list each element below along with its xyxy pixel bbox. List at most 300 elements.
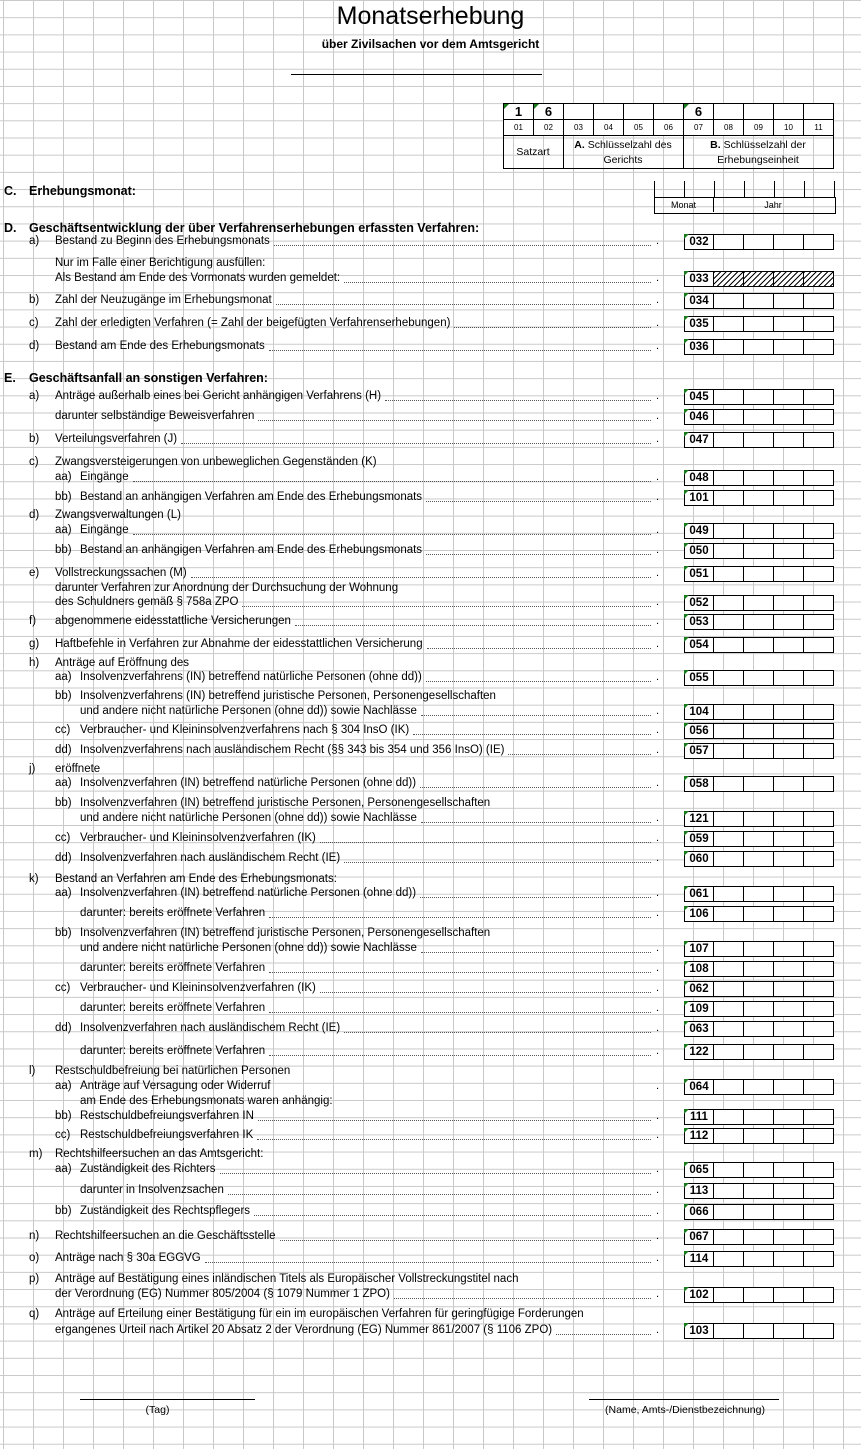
subitem-marker: cc): [55, 832, 71, 844]
value-digit-cell[interactable]: [714, 409, 744, 425]
item-marker: j): [29, 763, 36, 775]
value-input-cells[interactable]: [714, 523, 834, 539]
value-input-cells[interactable]: [714, 1287, 834, 1303]
dot-leader: [454, 327, 651, 328]
value-digit-cell[interactable]: [744, 1021, 774, 1037]
value-digit-cell[interactable]: [714, 851, 744, 867]
value-digit-cell[interactable]: [714, 941, 744, 957]
dot-separator: .: [656, 1324, 660, 1336]
dot-separator: .: [656, 524, 660, 536]
value-digit-cell[interactable]: [774, 906, 804, 922]
value-digit-cell[interactable]: [744, 941, 774, 957]
value-digit-cell[interactable]: [714, 670, 744, 686]
value-digit-cell[interactable]: [744, 1162, 774, 1178]
value-digit-cell[interactable]: [774, 339, 804, 355]
field-code: 113: [684, 1183, 714, 1199]
value-input-cells[interactable]: [714, 670, 834, 686]
value-digit-cell[interactable]: [774, 293, 804, 309]
value-digit-cell[interactable]: [744, 1204, 774, 1220]
value-digit-cell[interactable]: [714, 704, 744, 720]
value-input-cells[interactable]: [714, 566, 834, 582]
item-label: und andere nicht natürliche Personen (ohne dd)) sowie Nachlässe: [80, 812, 417, 824]
item-label: darunter Verfahren zur Anordnung der Durchsuchung der Wohnung: [55, 582, 399, 594]
field-code: 109: [684, 1001, 714, 1017]
key-number-label: 09: [743, 119, 774, 136]
field-code: 055: [684, 670, 714, 686]
value-digit-cell[interactable]: [774, 1044, 804, 1060]
value-digit-cell[interactable]: [714, 1251, 744, 1267]
value-input-cells[interactable]: [714, 704, 834, 720]
value-input-cells[interactable]: [714, 1251, 834, 1267]
value-digit-cell[interactable]: [804, 614, 834, 630]
item-label: Haftbefehle in Verfahren zur Abnahme der eidesstattlichen Versicherung: [55, 638, 423, 650]
value-digit-cell[interactable]: [714, 886, 744, 902]
key-digit-cell[interactable]: [563, 103, 594, 120]
value-digit-cell[interactable]: [744, 1287, 774, 1303]
value-digit-cell[interactable]: [804, 1079, 834, 1095]
value-digit-cell[interactable]: [804, 906, 834, 922]
value-digit-cell[interactable]: [744, 704, 774, 720]
value-digit-cell[interactable]: [774, 234, 804, 250]
value-digit-cell[interactable]: [774, 981, 804, 997]
value-digit-cell[interactable]: [744, 614, 774, 630]
value-digit-cell[interactable]: [774, 1109, 804, 1125]
dot-leader: [258, 1120, 651, 1121]
key-a-bold: A.: [574, 139, 585, 151]
value-digit-cell[interactable]: [744, 723, 774, 739]
year-digit-cell[interactable]: [714, 181, 744, 197]
value-digit-cell[interactable]: [714, 614, 744, 630]
value-digit-cell[interactable]: [744, 566, 774, 582]
value-input-cells[interactable]: [714, 961, 834, 977]
value-digit-cell[interactable]: [804, 1287, 834, 1303]
item-marker: d): [29, 509, 40, 521]
value-digit-cell[interactable]: [714, 389, 744, 405]
value-input-cells[interactable]: [714, 234, 834, 250]
value-digit-cell[interactable]: [804, 339, 834, 355]
item-label: Vollstreckungssachen (M): [55, 567, 187, 579]
item-marker: f): [29, 615, 37, 627]
value-digit-cell[interactable]: [744, 595, 774, 611]
value-digit-cell[interactable]: [804, 523, 834, 539]
value-digit-cell[interactable]: [714, 1001, 744, 1017]
value-input-cells[interactable]: [714, 941, 834, 957]
value-digit-cell[interactable]: [774, 470, 804, 486]
value-input-cells[interactable]: [714, 743, 834, 759]
value-digit-cell[interactable]: [714, 906, 744, 922]
item-label: Insolvenzverfahrens (IN) betreffend natürliche Personen (ohne dd)): [80, 671, 422, 683]
value-digit-cell[interactable]: [804, 389, 834, 405]
value-digit-cell[interactable]: [744, 743, 774, 759]
value-input-cells[interactable]: [714, 1128, 834, 1144]
value-digit-cell[interactable]: [714, 1162, 744, 1178]
value-digit-cell[interactable]: [744, 1001, 774, 1017]
key-digit-cell[interactable]: [713, 103, 744, 120]
value-digit-cell[interactable]: [714, 776, 744, 792]
value-input-cells[interactable]: [714, 1323, 834, 1339]
item-label: darunter in Insolvenzsachen: [80, 1184, 224, 1196]
key-digit-cell[interactable]: [653, 103, 684, 120]
value-digit-cell[interactable]: [804, 941, 834, 957]
value-digit-cell[interactable]: [774, 523, 804, 539]
value-digit-cell[interactable]: [714, 490, 744, 506]
value-input-cells[interactable]: [714, 339, 834, 355]
value-digit-cell[interactable]: [774, 637, 804, 653]
value-digit-cell[interactable]: [804, 831, 834, 847]
item-label: Bestand am Ende des Erhebungsmonats: [55, 340, 265, 352]
value-input-cells[interactable]: [714, 1229, 834, 1245]
value-digit-cell[interactable]: [774, 1128, 804, 1144]
value-digit-cell[interactable]: [804, 595, 834, 611]
value-digit-cell[interactable]: [744, 1323, 774, 1339]
value-digit-cell[interactable]: [714, 595, 744, 611]
value-digit-cell[interactable]: [714, 1109, 744, 1125]
value-digit-cell[interactable]: [714, 1204, 744, 1220]
value-input-cells[interactable]: [714, 723, 834, 739]
dot-separator: .: [656, 410, 660, 422]
value-digit-cell[interactable]: [804, 704, 834, 720]
value-input-cells[interactable]: [714, 776, 834, 792]
value-digit-cell[interactable]: [744, 776, 774, 792]
value-digit-cell[interactable]: [804, 961, 834, 977]
value-digit-cell[interactable]: [774, 1287, 804, 1303]
value-digit-cell[interactable]: [714, 743, 744, 759]
item-marker: l): [29, 1065, 36, 1077]
value-input-cells[interactable]: [714, 316, 834, 332]
value-digit-cell[interactable]: [744, 271, 774, 287]
value-digit-cell[interactable]: [804, 409, 834, 425]
value-digit-cell[interactable]: [774, 776, 804, 792]
dot-leader: [344, 862, 651, 863]
key-digit-cell[interactable]: 1: [503, 103, 534, 120]
value-digit-cell[interactable]: [714, 470, 744, 486]
value-input-cells[interactable]: [714, 851, 834, 867]
key-digit-cell[interactable]: [803, 103, 834, 120]
value-digit-cell[interactable]: [744, 316, 774, 332]
value-digit-cell[interactable]: [804, 1001, 834, 1017]
value-digit-cell[interactable]: [714, 1183, 744, 1199]
value-digit-cell[interactable]: [774, 595, 804, 611]
court-line: [291, 74, 542, 75]
value-digit-cell[interactable]: [714, 811, 744, 827]
value-digit-cell[interactable]: [804, 470, 834, 486]
item-label: darunter: bereits eröffnete Verfahren: [80, 1045, 266, 1057]
dot-leader: [280, 1240, 651, 1241]
value-digit-cell[interactable]: [774, 490, 804, 506]
key-digit-cell[interactable]: [773, 103, 804, 120]
value-digit-cell[interactable]: [714, 432, 744, 448]
value-digit-cell[interactable]: [804, 1162, 834, 1178]
value-digit-cell[interactable]: [804, 1183, 834, 1199]
value-input-cells[interactable]: [714, 490, 834, 506]
field-code: 108: [684, 961, 714, 977]
value-digit-cell[interactable]: [774, 1079, 804, 1095]
value-digit-cell[interactable]: [744, 851, 774, 867]
value-digit-cell[interactable]: [774, 271, 804, 287]
subitem-marker: aa): [55, 671, 72, 683]
value-digit-cell[interactable]: [714, 316, 744, 332]
value-digit-cell[interactable]: [744, 670, 774, 686]
value-input-cells[interactable]: [714, 1044, 834, 1060]
value-digit-cell[interactable]: [774, 886, 804, 902]
value-digit-cell[interactable]: [714, 1323, 744, 1339]
value-digit-cell[interactable]: [804, 811, 834, 827]
monat-label: Monat: [670, 200, 696, 210]
key-number-label: 01: [503, 119, 534, 136]
dot-separator: .: [656, 852, 660, 864]
key-number-label: 10: [773, 119, 804, 136]
value-digit-cell[interactable]: [744, 1251, 774, 1267]
value-digit-cell[interactable]: [744, 906, 774, 922]
item-marker: n): [29, 1230, 40, 1242]
subitem-marker: dd): [55, 744, 72, 756]
value-digit-cell[interactable]: [744, 1183, 774, 1199]
value-digit-cell[interactable]: [714, 1044, 744, 1060]
key-a-text: Schlüsselzahl des: [587, 139, 672, 151]
value-digit-cell[interactable]: [774, 1162, 804, 1178]
value-input-cells[interactable]: [714, 1079, 834, 1095]
jahr-label: Jahr: [764, 200, 782, 210]
dot-separator: .: [656, 1252, 660, 1264]
value-digit-cell[interactable]: [774, 432, 804, 448]
value-digit-cell[interactable]: [774, 1001, 804, 1017]
key-number-label: 06: [653, 119, 684, 136]
value-digit-cell[interactable]: [774, 941, 804, 957]
item-marker: k): [29, 873, 39, 885]
dot-leader: [269, 1055, 651, 1056]
value-digit-cell[interactable]: [774, 409, 804, 425]
value-digit-cell[interactable]: [714, 1079, 744, 1095]
value-digit-cell[interactable]: [714, 1229, 744, 1245]
dot-leader: [344, 1032, 651, 1033]
value-digit-cell[interactable]: [774, 831, 804, 847]
value-digit-cell[interactable]: [744, 1128, 774, 1144]
value-digit-cell[interactable]: [804, 234, 834, 250]
value-input-cells[interactable]: [714, 981, 834, 997]
dot-separator: .: [656, 596, 660, 608]
item-label: Bestand an anhängigen Verfahren am Ende des Erhebungsmonats: [80, 544, 423, 556]
value-digit-cell[interactable]: [804, 743, 834, 759]
item-label: Zahl der Neuzugänge im Erhebungsmonat: [55, 294, 272, 306]
year-digit-cell[interactable]: [774, 181, 804, 197]
value-input-cells[interactable]: [714, 271, 834, 287]
value-input-cells[interactable]: [714, 831, 834, 847]
value-digit-cell[interactable]: [774, 1323, 804, 1339]
value-digit-cell[interactable]: [774, 614, 804, 630]
value-digit-cell[interactable]: [744, 811, 774, 827]
value-digit-cell[interactable]: [714, 339, 744, 355]
key-digit-cell[interactable]: [623, 103, 654, 120]
field-code: 032: [684, 234, 714, 250]
value-digit-cell[interactable]: [774, 723, 804, 739]
item-label: Bestand an Verfahren am Ende des Erhebungsmonats:: [55, 873, 337, 885]
value-digit-cell[interactable]: [804, 886, 834, 902]
value-digit-cell[interactable]: [744, 981, 774, 997]
dot-separator: .: [656, 1110, 660, 1122]
key-digit-cell[interactable]: 6: [533, 103, 564, 120]
dot-leader: [426, 501, 651, 502]
value-digit-cell[interactable]: [714, 293, 744, 309]
value-input-cells[interactable]: [714, 1001, 834, 1017]
dot-separator: .: [656, 671, 660, 683]
value-digit-cell[interactable]: [744, 1079, 774, 1095]
value-digit-cell[interactable]: [714, 523, 744, 539]
value-digit-cell[interactable]: [714, 234, 744, 250]
key-digit-cell[interactable]: [593, 103, 624, 120]
dot-leader: [269, 917, 651, 918]
value-digit-cell[interactable]: [744, 490, 774, 506]
value-digit-cell[interactable]: [804, 1021, 834, 1037]
value-digit-cell[interactable]: [804, 723, 834, 739]
dot-leader: [205, 1262, 651, 1263]
value-digit-cell[interactable]: [804, 981, 834, 997]
value-digit-cell[interactable]: [774, 704, 804, 720]
value-input-cells[interactable]: [714, 637, 834, 653]
value-digit-cell[interactable]: [804, 1128, 834, 1144]
value-digit-cell[interactable]: [744, 470, 774, 486]
value-input-cells[interactable]: [714, 409, 834, 425]
year-digit-cell[interactable]: [804, 181, 835, 197]
value-digit-cell[interactable]: [804, 490, 834, 506]
value-digit-cell[interactable]: [714, 637, 744, 653]
value-digit-cell[interactable]: [744, 389, 774, 405]
item-label: Anträge nach § 30a EGGVG: [55, 1252, 201, 1264]
value-digit-cell[interactable]: [774, 743, 804, 759]
value-digit-cell[interactable]: [744, 339, 774, 355]
value-input-cells[interactable]: [714, 595, 834, 611]
value-input-cells[interactable]: [714, 614, 834, 630]
dot-leader: [420, 897, 651, 898]
value-digit-cell[interactable]: [774, 670, 804, 686]
value-digit-cell[interactable]: [774, 1204, 804, 1220]
field-code: 114: [684, 1251, 714, 1267]
dot-leader: [320, 992, 651, 993]
value-digit-cell[interactable]: [774, 811, 804, 827]
section-e-title: Geschäftsanfall an sonstigen Verfahren:: [29, 371, 268, 385]
value-digit-cell[interactable]: [714, 543, 744, 559]
value-digit-cell[interactable]: [774, 543, 804, 559]
dot-separator: .: [656, 907, 660, 919]
value-digit-cell[interactable]: [744, 293, 774, 309]
month-digit-cell[interactable]: [654, 181, 684, 197]
value-digit-cell[interactable]: [714, 1021, 744, 1037]
fill-marker-icon: [504, 104, 509, 109]
value-digit-cell[interactable]: [804, 1323, 834, 1339]
value-digit-cell[interactable]: [774, 961, 804, 977]
value-input-cells[interactable]: [714, 1183, 834, 1199]
value-digit-cell[interactable]: [744, 1229, 774, 1245]
value-digit-cell[interactable]: [774, 1183, 804, 1199]
value-input-cells[interactable]: [714, 470, 834, 486]
subitem-marker: bb): [55, 491, 72, 503]
value-digit-cell[interactable]: [804, 1229, 834, 1245]
item-label: Zahl der erledigten Verfahren (= Zahl der beigefügten Verfahrenserhebungen): [55, 317, 451, 329]
subitem-marker: cc): [55, 1129, 71, 1141]
value-digit-cell[interactable]: [804, 566, 834, 582]
value-digit-cell[interactable]: [744, 831, 774, 847]
value-digit-cell[interactable]: [774, 851, 804, 867]
value-digit-cell[interactable]: [714, 271, 744, 287]
value-digit-cell[interactable]: [744, 409, 774, 425]
dot-separator: .: [656, 390, 660, 402]
value-input-cells[interactable]: [714, 1162, 834, 1178]
value-digit-cell[interactable]: [804, 432, 834, 448]
value-input-cells[interactable]: [714, 1204, 834, 1220]
value-digit-cell[interactable]: [774, 566, 804, 582]
value-digit-cell[interactable]: [714, 831, 744, 847]
value-digit-cell[interactable]: [804, 1044, 834, 1060]
item-label: Restschuldbefreiung bei natürlichen Personen: [55, 1065, 291, 1077]
value-digit-cell[interactable]: [744, 234, 774, 250]
key-b-text: Schlüsselzahl der: [723, 139, 806, 151]
value-input-cells[interactable]: [714, 543, 834, 559]
value-digit-cell[interactable]: [774, 389, 804, 405]
value-input-cells[interactable]: [714, 389, 834, 405]
value-digit-cell[interactable]: [774, 1229, 804, 1245]
value-digit-cell[interactable]: [744, 1044, 774, 1060]
item-label: Zwangsversteigerungen von unbeweglichen Gegenständen (K): [55, 456, 377, 468]
value-digit-cell[interactable]: [744, 637, 774, 653]
value-digit-cell[interactable]: [804, 1109, 834, 1125]
value-digit-cell[interactable]: [804, 316, 834, 332]
month-digit-cell[interactable]: [684, 181, 714, 197]
value-input-cells[interactable]: [714, 886, 834, 902]
value-digit-cell[interactable]: [804, 851, 834, 867]
value-digit-cell[interactable]: [744, 432, 774, 448]
key-digit-cell[interactable]: [743, 103, 774, 120]
value-digit-cell[interactable]: [804, 776, 834, 792]
value-digit-cell[interactable]: [714, 961, 744, 977]
value-input-cells[interactable]: [714, 432, 834, 448]
item-label: Insolvenzverfahren nach ausländischem Recht (IE): [80, 852, 341, 864]
value-digit-cell[interactable]: [804, 1204, 834, 1220]
value-digit-cell[interactable]: [714, 1128, 744, 1144]
value-digit-cell[interactable]: [714, 723, 744, 739]
value-digit-cell[interactable]: [744, 886, 774, 902]
value-digit-cell[interactable]: [804, 543, 834, 559]
value-input-cells[interactable]: [714, 1109, 834, 1125]
value-digit-cell[interactable]: [804, 293, 834, 309]
value-digit-cell[interactable]: [744, 1109, 774, 1125]
field-code: 121: [684, 811, 714, 827]
value-digit-cell[interactable]: [774, 1251, 804, 1267]
value-input-cells[interactable]: [714, 293, 834, 309]
value-input-cells[interactable]: [714, 906, 834, 922]
value-digit-cell[interactable]: [804, 1251, 834, 1267]
value-digit-cell[interactable]: [714, 566, 744, 582]
value-digit-cell[interactable]: [744, 961, 774, 977]
field-code: 067: [684, 1229, 714, 1245]
dot-leader: [274, 245, 651, 246]
value-digit-cell[interactable]: [714, 1287, 744, 1303]
value-digit-cell[interactable]: [804, 670, 834, 686]
dot-leader: [421, 715, 651, 716]
item-label: Insolvenzverfahren (IN) betreffend juristische Personen, Personengesellschaften: [80, 797, 491, 809]
value-digit-cell[interactable]: [714, 981, 744, 997]
value-digit-cell[interactable]: [804, 637, 834, 653]
key-digit-cell[interactable]: 6: [683, 103, 714, 120]
dot-leader: [427, 648, 651, 649]
value-digit-cell[interactable]: [744, 523, 774, 539]
year-digit-cell[interactable]: [744, 181, 774, 197]
value-input-cells[interactable]: [714, 1021, 834, 1037]
value-digit-cell[interactable]: [774, 316, 804, 332]
value-digit-cell[interactable]: [744, 543, 774, 559]
section-d-title: Geschäftsentwicklung der über Verfahrenserhebungen erfassten Verfahren:: [29, 221, 480, 235]
value-digit-cell[interactable]: [804, 271, 834, 287]
value-input-cells[interactable]: [714, 811, 834, 827]
value-digit-cell[interactable]: [774, 1021, 804, 1037]
